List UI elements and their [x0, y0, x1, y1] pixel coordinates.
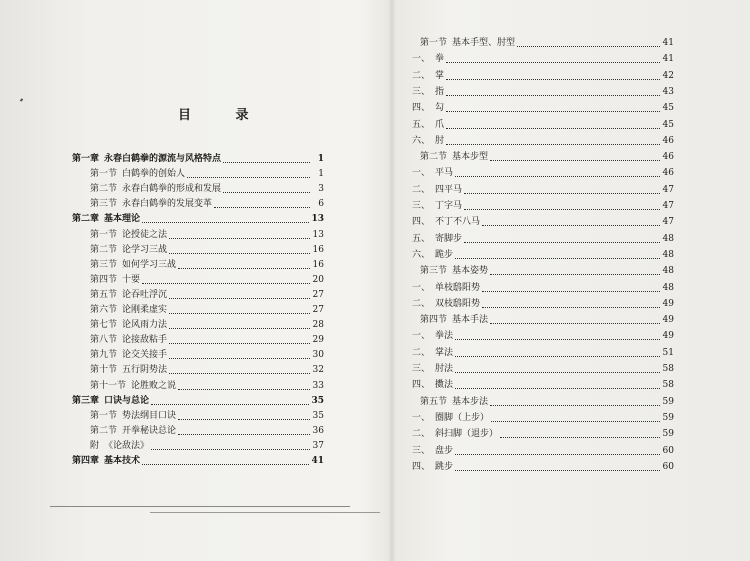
toc-entry-number: 第四节: [90, 274, 118, 285]
toc-entry-page: 32: [312, 365, 324, 376]
toc-entry-page: 27: [312, 305, 324, 315]
toc-entry-title: 势法纲目口诀: [122, 410, 177, 421]
toc-entry-number: 第四章: [72, 456, 100, 466]
dot-leader: [491, 420, 660, 422]
dot-leader: [500, 436, 660, 438]
toc-entry-title: 丁字马: [435, 201, 463, 211]
toc-entry-title: 拳法: [435, 331, 454, 342]
toc-entry: [90, 439, 324, 453]
toc-entry-page: 48: [662, 282, 674, 293]
toc-entry: [412, 362, 674, 376]
toc-entry-title: 爪: [435, 119, 445, 130]
toc-entry-page: 60: [662, 445, 674, 456]
dot-leader: [169, 297, 310, 299]
dot-leader: [455, 387, 660, 389]
dot-leader: [214, 206, 310, 208]
toc-entry-number: 五、: [412, 119, 431, 130]
toc-entry-title: 五行阴势法: [122, 365, 168, 376]
toc-entry-number: 四、: [412, 461, 431, 472]
toc-entry-page: 49: [662, 331, 674, 342]
toc-entry-title: 论刚柔虚实: [122, 305, 168, 315]
toc-entry-title: 寄脚步: [435, 233, 463, 244]
toc-entry-page: 20: [312, 274, 324, 285]
toc-entry-title: 擞法: [435, 380, 454, 391]
toc-entry: [412, 444, 674, 458]
toc-entry-title: 圈脚（上步）: [435, 412, 490, 423]
dot-leader: [169, 327, 310, 329]
toc-entry: [90, 273, 324, 287]
toc-entry: [90, 258, 324, 272]
toc-entry-title: 论吞吐浮沉: [122, 289, 168, 300]
toc-entry-page: 43: [662, 86, 674, 97]
toc-entry-page: 13: [311, 214, 324, 225]
toc-entry: [412, 297, 674, 311]
toc-entry-page: 35: [311, 395, 324, 406]
dot-leader: [446, 61, 660, 63]
toc-entry-title: 白鹤拳的创始人: [122, 169, 186, 180]
toc-entry-number: 第三节: [90, 259, 118, 270]
dot-leader: [490, 322, 660, 324]
toc-entry: [412, 378, 674, 392]
toc-entry-page: 16: [312, 259, 324, 270]
toc-entry-number: 第八节: [90, 335, 118, 346]
toc-entry-title: 《论敌法》: [104, 440, 150, 451]
toc-entry-page: 41: [662, 54, 674, 65]
toc-entry-title: 论交关接手: [122, 350, 168, 361]
toc-entry-page: 48: [662, 249, 674, 260]
toc-entry-title: 拳: [435, 54, 445, 65]
dot-leader: [178, 267, 310, 269]
toc-entry-title: 跪步: [435, 249, 454, 260]
toc-entry: [420, 313, 674, 327]
toc-entry-title: 斜扫脚（退步）: [435, 429, 499, 440]
toc-entry-page: 58: [662, 364, 674, 374]
dot-leader: [490, 159, 660, 161]
toc-entry-number: 第一节: [90, 169, 118, 180]
toc-entry-number: 四、: [412, 380, 431, 391]
toc-entry-page: 51: [662, 347, 674, 358]
dot-leader: [455, 453, 660, 455]
toc-entry-title: 勾: [435, 103, 445, 114]
toc-entry-page: 29: [312, 335, 324, 346]
toc-entry-number: 一、: [412, 54, 431, 65]
dot-leader: [455, 175, 660, 177]
toc-entry-number: 第三章: [72, 395, 100, 406]
toc-entry-number: 第五节: [420, 396, 448, 407]
dot-leader: [187, 176, 310, 178]
dot-leader: [178, 388, 310, 390]
toc-entry-title: 肘法: [435, 364, 454, 374]
toc-entry-number: 第十节: [90, 365, 118, 376]
dot-leader: [169, 252, 310, 254]
toc-entry: [90, 409, 324, 423]
toc-entry-title: 双枝鸱阳势: [435, 298, 481, 309]
toc-entry-title: 盘步: [435, 445, 454, 456]
toc-entry: [90, 197, 324, 211]
toc-entry-title: 基本步型: [452, 152, 489, 163]
dot-leader: [169, 357, 310, 359]
toc-entry-title: 开拳秘诀总论: [122, 425, 177, 436]
dot-leader: [151, 448, 310, 450]
toc-title: 目 录: [178, 108, 269, 123]
toc-entry-page: 48: [662, 233, 674, 244]
toc-entry-title: 论胜败之说: [131, 380, 177, 391]
dot-leader: [446, 94, 660, 96]
toc-entry-page: 37: [312, 440, 324, 451]
toc-entry-number: 一、: [412, 331, 431, 342]
toc-entry: [72, 454, 324, 468]
toc-entry-page: 47: [662, 201, 674, 211]
toc-entry: [90, 424, 324, 438]
toc-entry-number: 四、: [412, 103, 431, 114]
dot-leader: [142, 282, 310, 284]
toc-entry-title: 基本步法: [452, 396, 489, 407]
toc-entry-page: 48: [662, 266, 674, 277]
dot-leader: [151, 403, 309, 405]
toc-entry: [412, 427, 674, 441]
toc-entry: [90, 303, 324, 317]
dot-leader: [142, 221, 309, 223]
toc-entry-title: 四平马: [435, 184, 463, 195]
toc-entry: [90, 318, 324, 332]
toc-entry: [420, 150, 674, 164]
dot-leader: [178, 418, 310, 420]
toc-entry-page: 60: [662, 461, 674, 472]
toc-entry-title: 论接敌粘手: [122, 335, 168, 346]
toc-entry-number: 一、: [412, 168, 431, 179]
dot-leader: [482, 290, 660, 292]
toc-entry-number: 二、: [412, 347, 431, 358]
toc-entry-title: 永春白鹤拳的形成和发展: [122, 184, 222, 195]
toc-entry: [412, 134, 674, 148]
dot-leader: [455, 338, 660, 340]
toc-entry-page: 1: [317, 154, 324, 164]
toc-entry-page: 45: [662, 119, 674, 130]
dot-leader: [446, 110, 660, 112]
toc-entry: [420, 264, 674, 278]
toc-entry-page: 59: [662, 396, 674, 407]
toc-entry-page: 33: [312, 380, 324, 391]
toc-entry-page: 58: [662, 380, 674, 391]
toc-entry-title: 不丁不八马: [435, 217, 481, 228]
dot-leader: [464, 192, 660, 194]
toc-entry-number: 二、: [412, 298, 431, 309]
toc-entry-number: 第六节: [90, 305, 118, 315]
toc-entry-page: 28: [312, 320, 324, 331]
toc-entry-number: 二、: [412, 184, 431, 195]
dot-leader: [223, 191, 310, 193]
toc-entry-page: 46: [662, 152, 674, 163]
toc-entry-page: 13: [312, 229, 324, 240]
dot-leader: [455, 257, 660, 259]
toc-entry-number: 第三节: [420, 266, 448, 277]
toc-entry-title: 掌法: [435, 347, 454, 358]
dot-leader: [455, 469, 660, 471]
toc-entry-page: 59: [662, 429, 674, 440]
toc-entry-page: 49: [662, 298, 674, 309]
toc-entry-page: 27: [312, 289, 324, 300]
dot-leader: [223, 161, 310, 163]
toc-entry-number: 五、: [412, 233, 431, 244]
dot-leader: [517, 45, 660, 47]
dot-leader: [169, 342, 310, 344]
toc-entry-page: 59: [662, 412, 674, 423]
footer-rule: [50, 506, 350, 507]
toc-entry: [412, 460, 674, 474]
toc-entry-number: 一、: [412, 282, 431, 293]
toc-entry-title: 跳步: [435, 461, 454, 472]
dot-leader: [446, 143, 660, 145]
toc-entry: [412, 232, 674, 246]
toc-entry: [412, 346, 674, 360]
toc-entry-number: 二、: [412, 429, 431, 440]
toc-entry-number: 第二节: [90, 184, 118, 195]
toc-entry: [90, 348, 324, 362]
toc-entry-page: 41: [662, 38, 674, 48]
toc-entry-number: 第四节: [420, 315, 448, 326]
toc-entry: [412, 166, 674, 180]
toc-entry-number: 附: [90, 440, 100, 451]
toc-entry-number: 第七节: [90, 320, 118, 331]
toc-entry: [412, 248, 674, 262]
toc-entry-number: 六、: [412, 249, 431, 260]
dot-leader: [490, 273, 660, 275]
toc-entry-page: 47: [662, 184, 674, 195]
toc-entry-page: 30: [312, 350, 324, 361]
toc-entry-number: 第十一节: [90, 380, 127, 391]
toc-entry-number: 第五节: [90, 289, 118, 300]
toc-entry-number: 三、: [412, 364, 431, 374]
dot-leader: [169, 372, 310, 374]
toc-entry-page: 41: [311, 456, 324, 466]
dot-leader: [169, 312, 310, 314]
toc-entry: [412, 281, 674, 295]
toc-entry-page: 46: [662, 168, 674, 179]
toc-entry: [90, 167, 324, 181]
toc-entry-number: 第二节: [420, 152, 448, 163]
dot-leader: [455, 371, 660, 373]
toc-entry-title: 基本理论: [104, 214, 141, 225]
right-page: [392, 0, 750, 561]
toc-entry-number: 第一节: [90, 410, 118, 421]
toc-entry-number: 六、: [412, 135, 431, 146]
toc-entry-page: 6: [318, 199, 324, 210]
toc-entry-number: 二、: [412, 70, 431, 81]
dot-leader: [464, 241, 660, 243]
dot-leader: [464, 208, 660, 210]
dot-leader: [446, 127, 660, 129]
toc-entry-number: 第二章: [72, 214, 100, 225]
toc-entry-title: 十要: [122, 274, 141, 285]
dot-leader: [169, 237, 310, 239]
toc-entry-title: 平马: [435, 168, 454, 179]
toc-entry-title: 基本手法: [452, 315, 489, 326]
toc-entry-number: 第一章: [72, 154, 100, 164]
toc-entry-number: 三、: [412, 86, 431, 97]
toc-entry-number: 三、: [412, 201, 431, 211]
toc-entry-title: 单枝鸱阳势: [435, 282, 481, 293]
toc-entry-title: 论风雨力法: [122, 320, 168, 331]
toc-entry-title: 论学习三战: [122, 244, 168, 255]
toc-entry-page: 45: [662, 103, 674, 114]
page-mark: [20, 98, 23, 102]
toc-entry: [412, 101, 674, 115]
toc-entry: [412, 69, 674, 83]
toc-entry: [90, 228, 324, 242]
toc-entry-page: 46: [662, 135, 674, 146]
toc-entry: [412, 199, 674, 213]
dot-leader: [455, 355, 660, 357]
toc-entry-page: 47: [662, 217, 674, 228]
toc-entry-page: 49: [662, 315, 674, 326]
toc-entry-number: 三、: [412, 445, 431, 456]
toc-entry: [412, 183, 674, 197]
dot-leader: [490, 404, 660, 406]
toc-entry: [90, 243, 324, 257]
toc-entry: [412, 118, 674, 132]
toc-entry-title: 永春白鹤拳的源流与风格特点: [104, 154, 222, 164]
toc-entry-number: 四、: [412, 217, 431, 228]
toc-entry: [90, 333, 324, 347]
dot-leader: [482, 306, 660, 308]
toc-entry-page: 16: [312, 244, 324, 255]
toc-entry-number: 一、: [412, 412, 431, 423]
dot-leader: [142, 463, 309, 465]
toc-entry-title: 掌: [435, 70, 445, 81]
toc-entry-page: 1: [318, 169, 324, 180]
toc-entry: [412, 215, 674, 229]
dot-leader: [446, 78, 660, 80]
toc-entry: [72, 212, 324, 226]
toc-entry: [412, 52, 674, 66]
toc-entry-number: 第一节: [420, 38, 448, 48]
dot-leader: [178, 433, 310, 435]
toc-entry: [72, 394, 324, 408]
toc-entry-title: 肘: [435, 135, 445, 146]
toc-entry-title: 如何学习三战: [122, 259, 177, 270]
toc-entry: [90, 363, 324, 377]
toc-entry-number: 第二节: [90, 425, 118, 436]
toc-entry: [90, 379, 324, 393]
toc-entry: [412, 329, 674, 343]
toc-entry: [420, 395, 674, 409]
toc-entry-title: 指: [435, 86, 445, 97]
toc-entry: [412, 411, 674, 425]
toc-entry-title: 基本姿势: [452, 266, 489, 277]
dot-leader: [482, 224, 660, 226]
toc-entry: [420, 36, 674, 50]
toc-entry-title: 口诀与总论: [104, 395, 150, 406]
toc-entry-title: 基本手型、肘型: [452, 38, 516, 48]
toc-entry-number: 第二节: [90, 244, 118, 255]
toc-entry-number: 第一节: [90, 229, 118, 240]
footer-rule: [150, 512, 380, 513]
toc-entry-number: 第三节: [90, 199, 118, 210]
toc-entry: [90, 288, 324, 302]
toc-entry-title: 永春白鹤拳的发展变革: [122, 199, 213, 210]
toc-entry-title: 论授徒之法: [122, 229, 168, 240]
toc-entry: [72, 152, 324, 166]
toc-entry: [90, 182, 324, 196]
toc-entry-title: 基本技术: [104, 456, 141, 466]
toc-entry-page: 42: [662, 70, 674, 81]
toc-entry-page: 35: [312, 410, 324, 421]
toc-entry-page: 36: [312, 425, 324, 436]
toc-entry-page: 3: [318, 184, 324, 195]
toc-entry-number: 第九节: [90, 350, 118, 361]
toc-entry: [412, 85, 674, 99]
